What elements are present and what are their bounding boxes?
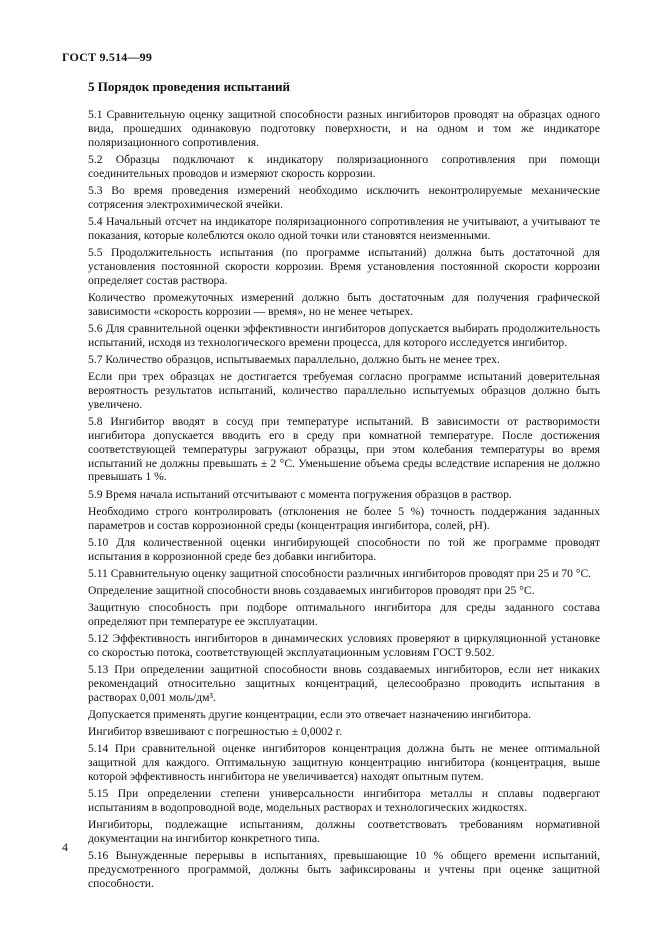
paragraph: 5.9 Время начала испытаний отсчитывают с момента погружения образцов в раствор. [88, 487, 512, 501]
paragraph: 5.7 Количество образцов, испытываемых параллельно, должно быть не менее трех. [88, 352, 500, 366]
paragraph: Ингибитор взвешивают с погрешностью ± 0,0002 г. [88, 724, 343, 738]
paragraph: 5.14 При сравнительной оценке ингибиторов концентрация должна быть не менее оптимальной защитной для каждого. Оптимальную защитную концентрацию ингибитора (концентрация, выше которой эффективность ингибитора не увеличивается) находят опытным путем. [88, 741, 600, 783]
paragraph: 5.3 Во время проведения измерений необходимо исключить неконтролируемые механические сотрясения электрохимической ячейки. [88, 183, 600, 211]
paragraph: Ингибиторы, подлежащие испытаниям, должны соответствовать требованиям нормативной документации на ингибитор конкретного типа. [88, 817, 600, 845]
section-title: 5 Порядок проведения испытаний [88, 79, 290, 94]
paragraph: Допускается применять другие концентрации, если это отвечает назначению ингибитора. [88, 707, 532, 721]
paragraph: 5.15 При определении степени универсальности ингибитора металлы и сплавы подвергают испытаниям в водопроводной воде, модельных растворах и технологических жидкостях. [88, 786, 600, 814]
paragraph: Количество промежуточных измерений должно быть достаточным для получения графической зависимости «скорость коррозии — время», но не менее четырех. [88, 290, 600, 318]
paragraph: Необходимо строго контролировать (отклонения не более 5 %) точность поддержания заданных параметров и состав коррозионной среды (концентрация ингибитора, солей, pH). [88, 504, 600, 532]
standard-header: ГОСТ 9.514—99 [62, 50, 153, 64]
paragraph: 5.10 Для количественной оценки ингибирующей способности по той же программе проводят испытания в коррозионной среде без добавки ингибитора. [88, 535, 600, 563]
paragraph: 5.5 Продолжительность испытания (по программе испытаний) должна быть достаточной для установления постоянной скорости коррозии. Время установления постоянной скорости коррозии определяет состав раствора. [88, 245, 600, 287]
paragraph: 5.1 Сравнительную оценку защитной способности разных ингибиторов проводят на образцах одного вида, прошедших одинаковую подготовку поверхности, и на одном и том же индикаторе поляризационного сопротивления. [88, 108, 600, 149]
paragraph: 5.6 Для сравнительной оценки эффективности ингибиторов допускается выбирать продолжительность испытаний, исходя из технологического времени процесса, для которого исследуется ингибитор. [88, 321, 600, 349]
paragraph: 5.13 При определении защитной способности вновь создаваемых ингибиторов, если нет никаких рекомендаций относительно защитных концентраций, целесообразно проводить испытания в растворах 0,001 моль/дм³. [88, 662, 600, 704]
paragraph: 5.4 Начальный отсчет на индикаторе поляризационного сопротивления не учитывают, а учитывают те показания, которые колеблются около одной точки или становятся неизменными. [88, 214, 600, 242]
paragraph: Если при трех образцах не достигается требуемая согласно программе испытаний доверительная вероятность результатов испытаний, количество параллельно испытуемых образцов должно быть увеличено. [88, 369, 600, 411]
page-number: 4 [62, 840, 68, 854]
paragraph: 5.2 Образцы подключают к индикатору поляризационного сопротивления при помощи соединительных проводов и измеряют скорость коррозии. [88, 152, 600, 180]
paragraph: 5.8 Ингибитор вводят в сосуд при температуре испытаний. В зависимости от растворимости ингибитора допускается вводить его в среду при комнатной температуре. После достижения соответствующей температуры загружают образцы, при этом колебания температуры во время испытаний не должны превышать ± 2 °С. Уменьшение объема среды вследствие испарения не должно превышать 1 %. [88, 414, 600, 484]
paragraph: Защитную способность при подборе оптимального ингибитора для среды заданного состава определяют при температуре ее эксплуатации. [88, 600, 600, 628]
paragraph: 5.11 Сравнительную оценку защитной способности различных ингибиторов проводят при 25 и 70 °С. [88, 566, 592, 580]
paragraph: 5.16 Вынужденные перерывы в испытаниях, превышающие 10 % общего времени испытаний, предусмотренного программой, должны быть зафиксированы и учтены при оценке защитной способности. [88, 848, 600, 890]
section-body [88, 108, 600, 894]
paragraph: Определение защитной способности вновь создаваемых ингибиторов проводят при 25 °С. [88, 583, 535, 597]
paragraph: 5.12 Эффективность ингибиторов в динамических условиях проверяют в циркуляционной установке со скоростью потока, соответствующей эксплуатационным условиям ГОСТ 9.502. [88, 631, 600, 659]
